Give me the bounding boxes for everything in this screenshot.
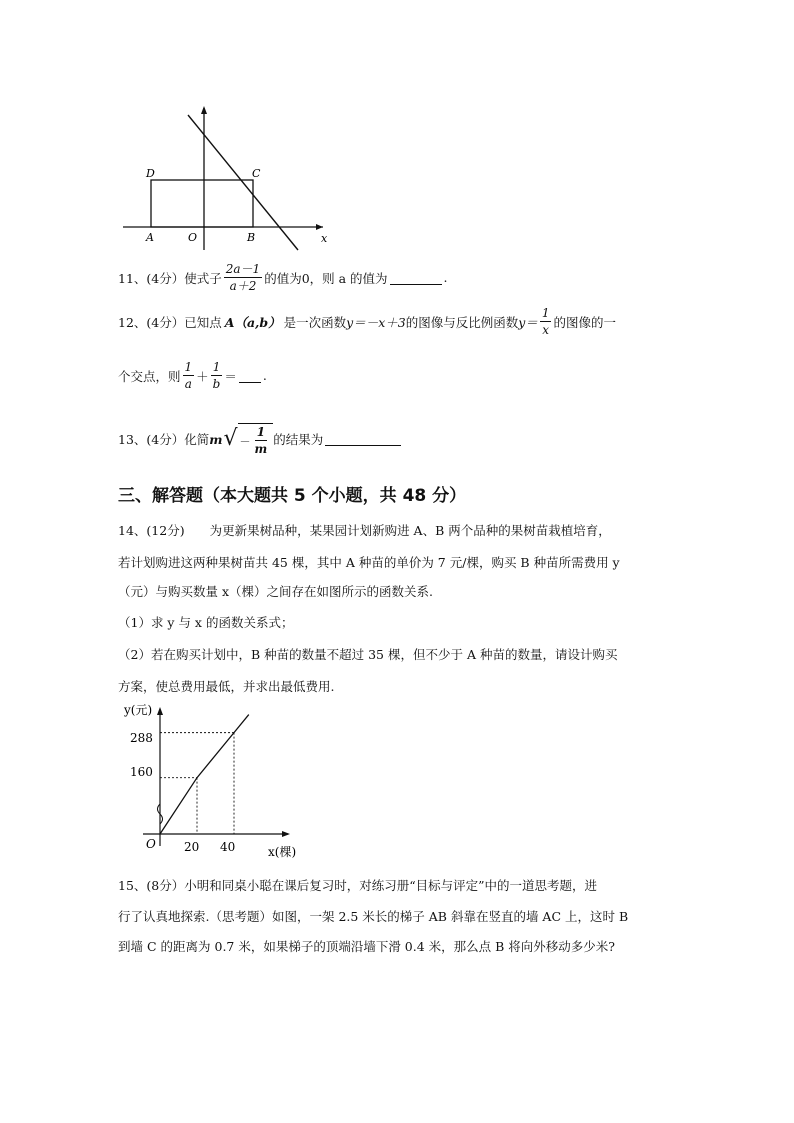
chart-x-axis-arrow — [282, 831, 290, 837]
q13-sqrt — [223, 423, 273, 455]
label-x: x — [321, 232, 328, 245]
question-12 — [118, 307, 616, 336]
chart-x-label: x(棵) — [268, 845, 297, 859]
q14-line3: （元）与购买数量 x（棵）之间存在如图所示的函数关系. — [118, 584, 433, 599]
q12-linear: y＝－x＋3 — [346, 314, 406, 330]
q12-frac-b — [211, 361, 223, 390]
q11-prefix: 11、(4分）使式子 — [118, 270, 222, 286]
q12-point: A（a,b） — [224, 314, 281, 330]
label-B: B — [247, 231, 256, 244]
q12-f1-den: a — [184, 377, 192, 391]
section-3-heading: 三、解答题（本大题共 5 个小题，共 48 分） — [118, 486, 467, 506]
label-O: O — [188, 231, 198, 244]
q12-y-eq: y＝ — [518, 314, 538, 330]
chart-y-axis-arrow — [157, 707, 163, 715]
q12-plus: ＋ — [196, 368, 209, 384]
q15-line3: 到墙 C 的距离为 0.7 米，如果梯子的顶端沿墙下滑 0.4 米，那么点 B 将向外移动多少米? — [118, 939, 615, 954]
q12-inverse-fraction — [540, 307, 552, 336]
q13-answer-blank[interactable] — [325, 432, 401, 446]
q12-answer-blank[interactable] — [239, 369, 261, 383]
q13-suffix: 的结果为 — [273, 432, 324, 447]
q11-answer-blank[interactable] — [390, 271, 442, 285]
q13-neg: － — [239, 434, 251, 448]
q13-num: 1 — [256, 425, 266, 439]
y-tick-288: 288 — [130, 731, 153, 745]
question-12-line2 — [118, 361, 267, 390]
question-13 — [118, 423, 403, 455]
q12-eq: ＝ — [224, 368, 237, 384]
q12-f2-den: b — [212, 377, 221, 391]
x-axis-arrow — [316, 224, 323, 230]
label-A: A — [146, 231, 154, 244]
sqrt-sign-icon: √ — [223, 426, 238, 451]
q12-prefix: 12、(4分）已知点 — [118, 314, 222, 330]
q12-end2: . — [262, 368, 267, 383]
q11-frac-den: a＋2 — [229, 279, 257, 293]
q14-part2a: （2）若在购买计划中，B 种苗的数量不超过 35 棵，但不少于 A 种苗的数量，请设计购买 — [118, 647, 618, 662]
q12-line2-prefix: 个交点，则 — [118, 368, 181, 384]
q12-mid2: 的图像与反比例函数 — [405, 314, 519, 330]
label-C: C — [252, 167, 261, 180]
chart-y-label: y(元) — [124, 703, 153, 717]
q12-inv-den: x — [542, 323, 550, 337]
q14-line1: 14、(12分) 为更新果树品种，某果园计划新购进 A、B 两个品种的果树苗栽植培育， — [118, 523, 611, 538]
q13-sqrt-body — [238, 423, 274, 455]
rectangle-abcd — [151, 180, 253, 227]
label-D: D — [146, 167, 155, 180]
q12-frac-a — [183, 361, 195, 390]
q11-fraction — [224, 263, 262, 292]
q14-function-chart — [118, 698, 318, 863]
q12-f2-num: 1 — [212, 360, 221, 374]
q13-prefix: 13、(4分）化简 — [118, 432, 210, 447]
q11-mid: 的值为0，则 a 的值为 — [264, 270, 388, 286]
q11-frac-num: 2a－1 — [225, 262, 261, 276]
q13-m: m — [209, 431, 223, 447]
q13-fraction — [253, 426, 270, 455]
q12-inv-num: 1 — [541, 306, 550, 320]
q14-part2b: 方案，使总费用最低，并求出最低费用. — [118, 679, 335, 694]
q15-line2: 行了认真地探索.（思考题）如图，一架 2.5 米长的梯子 AB 斜靠在竖直的墙 AC 上，这时 B — [118, 909, 629, 924]
q14-line2: 若计划购进这两种果树苗共 45 棵，其中 A 种苗的单价为 7 元/棵，购买 B 种苗所需费用 y — [118, 555, 620, 570]
q12-mid1: 是一次函数 — [283, 314, 347, 330]
y-tick-160: 160 — [130, 765, 153, 779]
q11-end: . — [443, 270, 448, 285]
q14-part1: （1）求 y 与 x 的函数关系式； — [118, 615, 294, 630]
chart-origin-label: O — [146, 837, 156, 851]
q15-line1: 15、(8分）小明和同桌小聪在课后复习时，对练习册“目标与评定”中的一道思考题，进 — [118, 878, 598, 893]
x-tick-40: 40 — [220, 840, 236, 854]
q12-f1-num: 1 — [184, 360, 193, 374]
figure-line-rectangle — [118, 100, 348, 255]
question-11 — [118, 263, 448, 292]
q12-end1: 的图像的一 — [553, 314, 616, 330]
y-axis-arrow — [201, 106, 207, 114]
q13-den: m — [254, 442, 268, 456]
x-tick-20: 20 — [184, 840, 200, 854]
